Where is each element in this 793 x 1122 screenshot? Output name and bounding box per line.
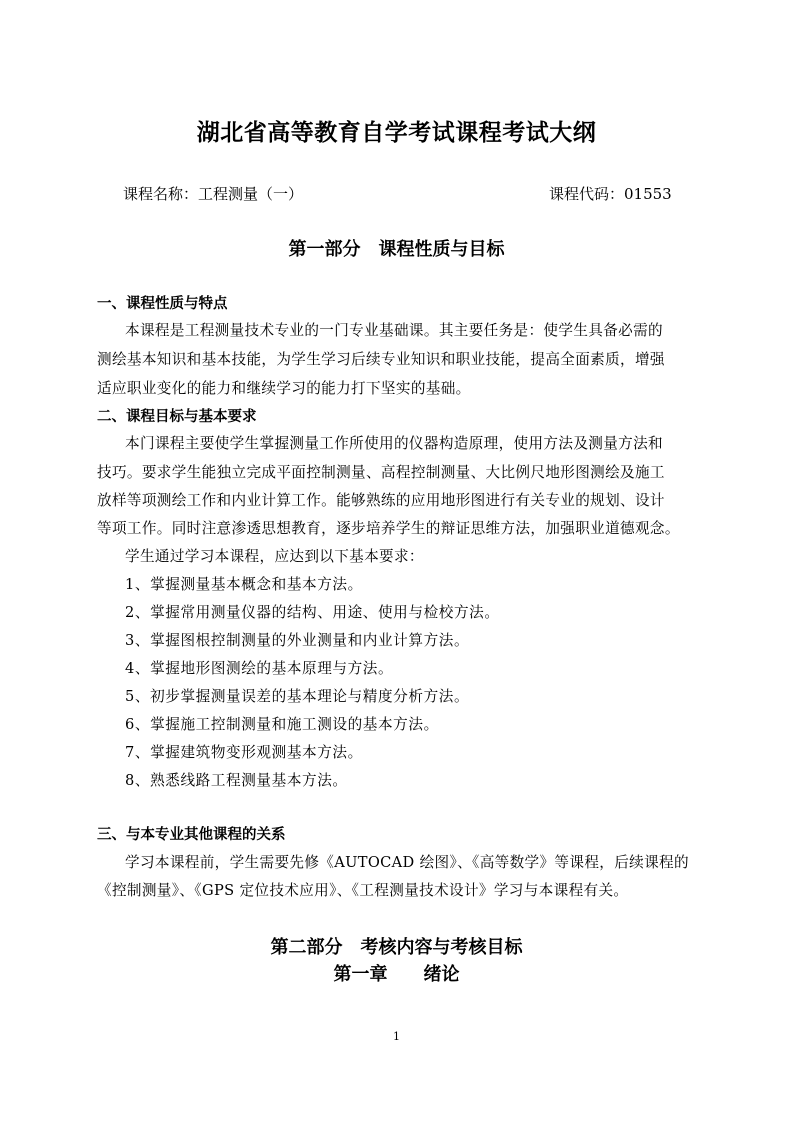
- paragraph-line: 适应职业变化的能力和继续学习的能力打下坚实的基础。: [97, 380, 471, 397]
- paragraph-line: 《控制测量》、《GPS 定位技术应用》、《工程测量技术设计》学习与本课程有关。: [97, 882, 629, 899]
- list-item: 8、熟悉线路工程测量基本方法。: [125, 772, 348, 789]
- chapter1-heading: 第一章 绪论: [333, 964, 460, 985]
- list-item: 6、掌握施工控制测量和施工测设的基本方法。: [125, 716, 439, 733]
- section-heading-3: 三、与本专业其他课程的关系: [97, 827, 286, 843]
- list-item: 2、掌握常用测量仪器的结构、用途、使用与检校方法。: [125, 604, 500, 621]
- paragraph-line: 学习本课程前，学生需要先修《AUTOCAD 绘图》、《高等数学》等课程，后续课程的: [125, 854, 689, 871]
- list-item: 4、掌握地形图测绘的基本原理与方法。: [125, 660, 394, 677]
- list-item: 7、掌握建筑物变形观测基本方法。: [125, 744, 363, 761]
- requirements-intro: 学生通过学习本课程，应达到以下基本要求：: [125, 548, 424, 565]
- paragraph-line: 本门课程主要使学生掌握测量工作所使用的仪器构造原理，使用方法及测量方法和: [125, 435, 663, 452]
- paragraph-line: 测绘基本知识和基本技能，为学生学习后续专业知识和职业技能，提高全面素质，增强: [97, 351, 665, 368]
- course-name: 课程名称：工程测量（一）: [123, 185, 304, 203]
- list-item: 3、掌握图根控制测量的外业测量和内业计算方法。: [125, 632, 470, 649]
- page-number: 1: [393, 1030, 400, 1043]
- list-item: 5、初步掌握测量误差的基本理论与精度分析方法。: [125, 688, 470, 705]
- paragraph-line: 技巧。要求学生能独立完成平面控制测量、高程控制测量、大比例尺地形图测绘及施工: [97, 464, 665, 481]
- paragraph-line: 等项工作。同时注意渗透思想教育，逐步培养学生的辩证思维方法，加强职业道德观念。: [97, 520, 680, 537]
- section-heading-2: 二、课程目标与基本要求: [97, 409, 257, 425]
- paragraph-line: 本课程是工程测量技术专业的一门专业基础课。其主要任务是：使学生具备必需的: [125, 322, 663, 339]
- part1-heading: 第一部分 课程性质与目标: [288, 239, 505, 260]
- document-title: 湖北省高等教育自学考试课程考试大纲: [196, 120, 597, 146]
- course-code: 课程代码：01553: [549, 185, 672, 203]
- part2-heading: 第二部分 考核内容与考核目标: [270, 937, 523, 958]
- paragraph-line: 放样等项测绘工作和内业计算工作。能够熟练的应用地形图进行有关专业的规划、设计: [97, 492, 665, 509]
- list-item: 1、掌握测量基本概念和基本方法。: [125, 576, 363, 593]
- section-heading-1: 一、课程性质与特点: [97, 296, 228, 312]
